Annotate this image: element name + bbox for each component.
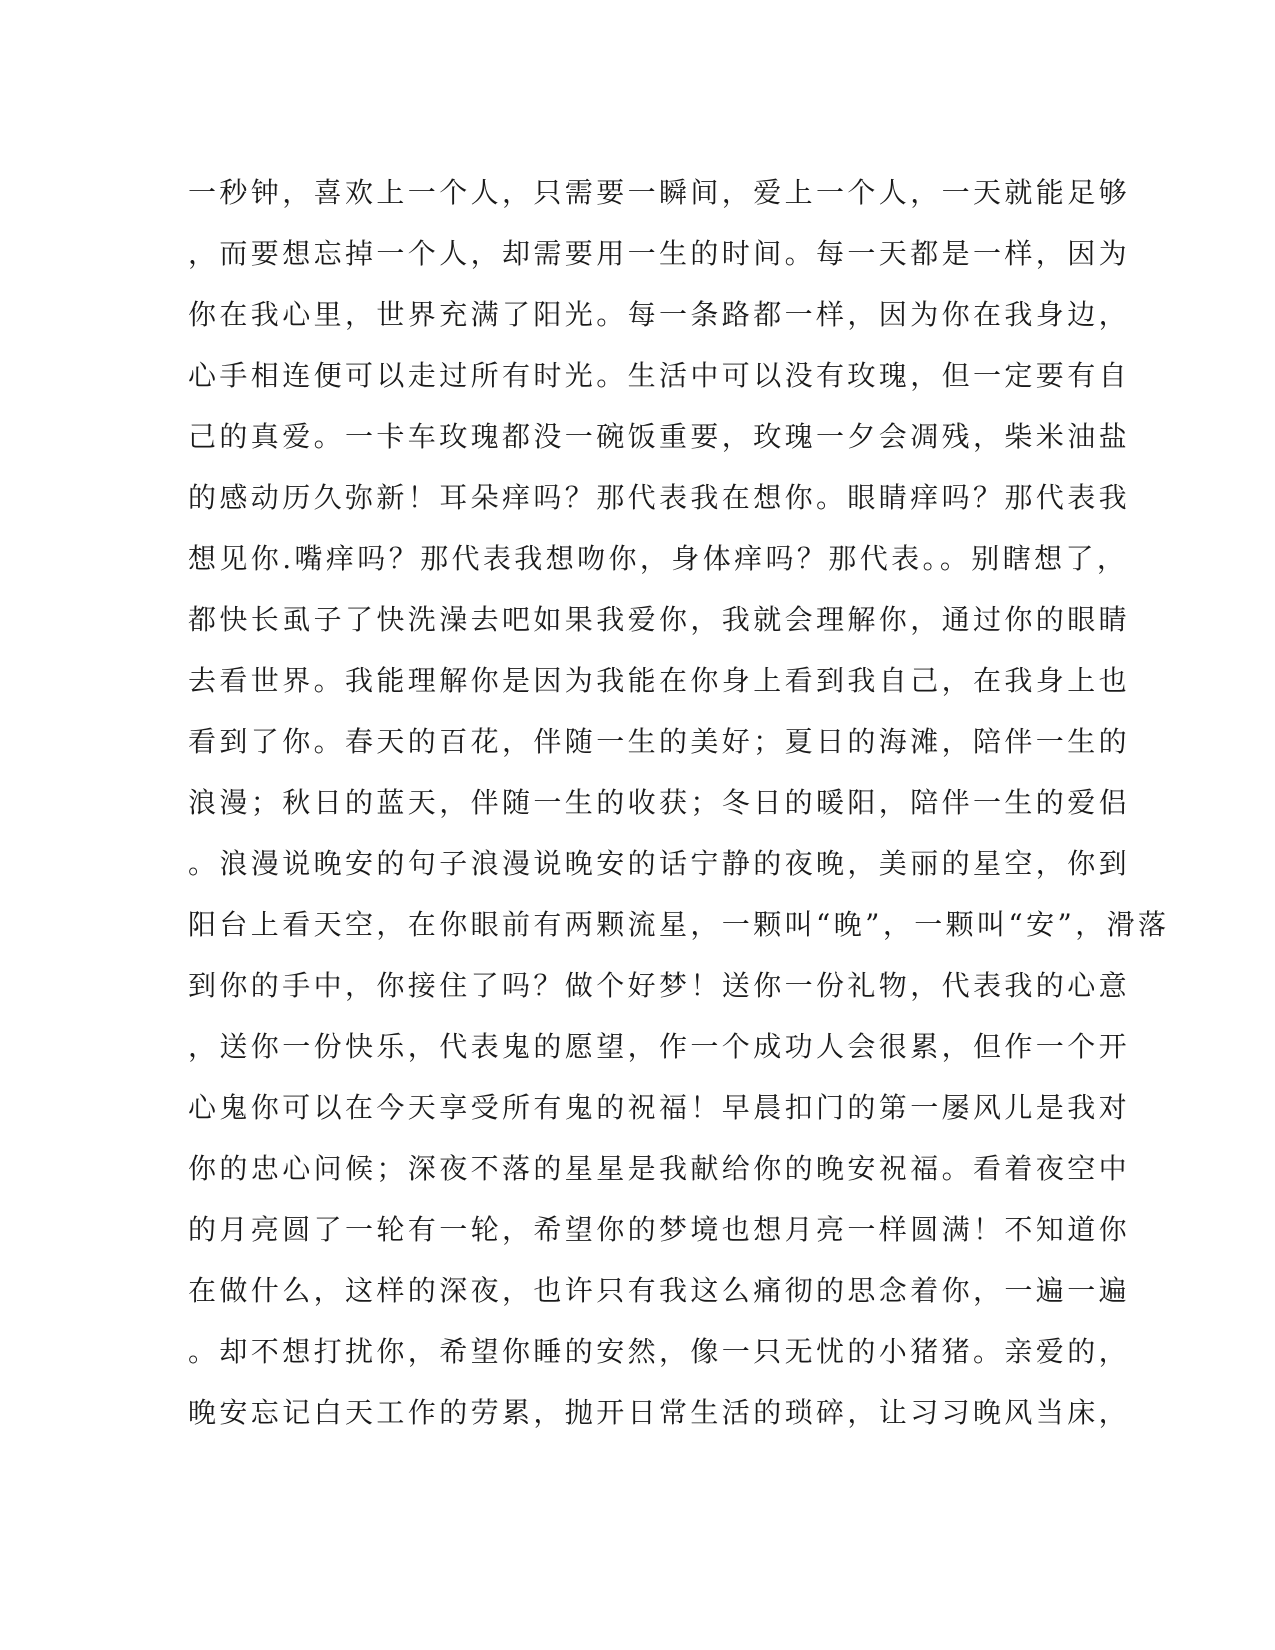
- text-line: 心鬼你可以在今天享受所有鬼的祝福！早晨扣门的第一屡风儿是我对: [188, 1091, 1131, 1124]
- text-line: ，送你一份快乐，代表鬼的愿望，作一个成功人会很累，但作一个开: [188, 1030, 1131, 1063]
- text-line: 一秒钟，喜欢上一个人，只需要一瞬间，爱上一个人，一天就能足够: [188, 176, 1131, 209]
- body-text: [188, 162, 1170, 1443]
- text-line: 你的忠心问候；深夜不落的星星是我献给你的晚安祝福。看着夜空中: [188, 1152, 1131, 1185]
- text-line: 。浪漫说晚安的句子浪漫说晚安的话宁静的夜晚，美丽的星空，你到: [188, 847, 1131, 880]
- text-line: 的感动历久弥新！耳朵痒吗？那代表我在想你。眼睛痒吗？那代表我: [188, 481, 1131, 514]
- text-line: 到你的手中，你接住了吗？做个好梦！送你一份礼物，代表我的心意: [188, 969, 1131, 1002]
- text-line: 己的真爱。一卡车玫瑰都没一碗饭重要，玫瑰一夕会凋残，柴米油盐: [188, 420, 1131, 453]
- text-line: 你在我心里，世界充满了阳光。每一条路都一样，因为你在我身边，: [188, 298, 1131, 331]
- text-line: 在做什么，这样的深夜，也许只有我这么痛彻的思念着你，一遍一遍: [188, 1274, 1131, 1307]
- text-line: 都快长虱子了快洗澡去吧如果我爱你，我就会理解你，通过你的眼睛: [188, 603, 1131, 636]
- text-line: 心手相连便可以走过所有时光。生活中可以没有玫瑰，但一定要有自: [188, 359, 1131, 392]
- text-line: 晚安忘记白天工作的劳累，抛开日常生活的琐碎，让习习晚风当床，: [188, 1396, 1131, 1429]
- text-line: ，而要想忘掉一个人，却需要用一生的时间。每一天都是一样，因为: [188, 237, 1131, 270]
- text-line: 阳台上看天空，在你眼前有两颗流星，一颗叫“晚”，一颗叫“安”，滑落: [188, 908, 1170, 941]
- text-line: 。却不想打扰你，希望你睡的安然，像一只无忧的小猪猪。亲爱的，: [188, 1335, 1131, 1368]
- text-line: 看到了你。春天的百花，伴随一生的美好；夏日的海滩，陪伴一生的: [188, 725, 1131, 758]
- text-line: 去看世界。我能理解你是因为我能在你身上看到我自己，在我身上也: [188, 664, 1131, 697]
- text-line: 想见你.嘴痒吗？那代表我想吻你，身体痒吗？那代表。。别瞎想了，: [188, 542, 1129, 575]
- text-line: 浪漫；秋日的蓝天，伴随一生的收获；冬日的暖阳，陪伴一生的爱侣: [188, 786, 1131, 819]
- text-line: 的月亮圆了一轮有一轮，希望你的梦境也想月亮一样圆满！不知道你: [188, 1213, 1131, 1246]
